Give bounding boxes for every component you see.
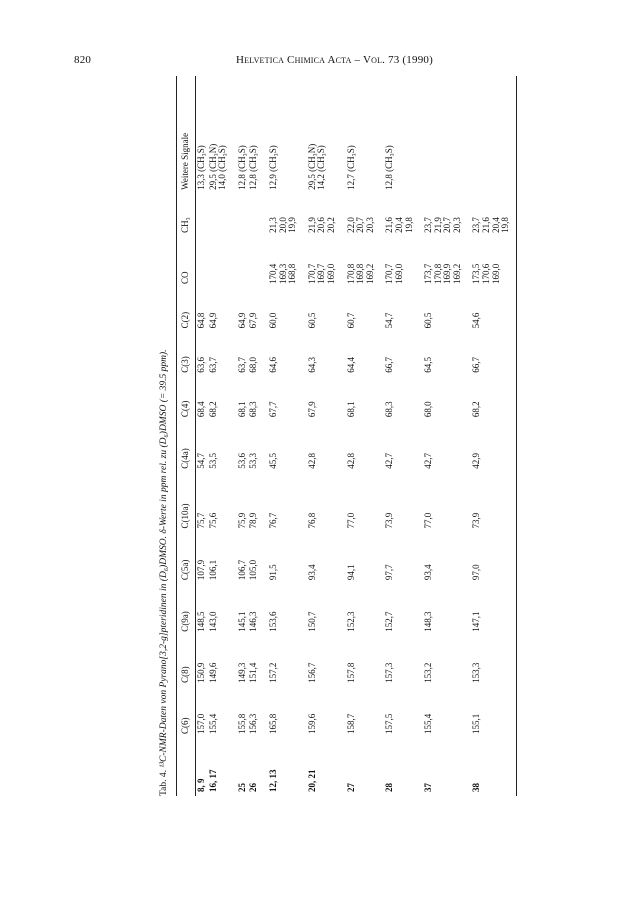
shift-value-c5a: 91,5 (267, 564, 278, 581)
shift-value-c6: 158,7 (345, 713, 356, 734)
shift-value-c6: 157,0 (196, 713, 206, 734)
compound-number: 8, 9 (196, 778, 206, 792)
shift-list-co (208, 237, 229, 288)
compound-number: 38 (471, 783, 482, 792)
shift-list-value: 169,2 (364, 263, 375, 285)
shift-list-value: 20,3 (364, 217, 375, 233)
shift-list-value: 23,7 (471, 217, 482, 233)
shift-list-co (260, 237, 299, 288)
shift-value-c10a: 75,6 (207, 512, 218, 529)
column-header: C(4) (177, 377, 196, 421)
compound-number: 25 (236, 783, 247, 792)
shift-value-c2: 54,7 (384, 312, 395, 329)
shift-value-c6: 155,4 (207, 713, 218, 734)
shift-value-c8: 153,3 (471, 662, 482, 683)
table-row (415, 76, 463, 796)
shift-list-ch3 (463, 194, 511, 237)
shift-value-c9a: 143,0 (207, 611, 218, 632)
shift-value-c3: 64,4 (345, 356, 356, 373)
column-header: C(9a) (177, 584, 196, 636)
shift-value-c3: 68,0 (248, 356, 259, 373)
shift-list-other (299, 76, 338, 194)
shift-list-co (463, 237, 511, 288)
shift-value-c9a: 147,1 (471, 611, 482, 632)
compound-number: 16, 17 (207, 769, 218, 792)
column-header: C(6) (177, 687, 196, 738)
compound-number: 26 (248, 783, 259, 792)
shift-value-c10a: 77,0 (345, 512, 356, 529)
shift-value-c10a: 73,9 (384, 512, 395, 529)
table-bottom-rule (516, 76, 517, 796)
table-row (248, 76, 260, 796)
column-header: C(3) (177, 332, 196, 376)
column-header (177, 738, 196, 796)
shift-list-value: 20,2 (325, 217, 336, 233)
table-row (208, 76, 229, 796)
shift-list-value: 20,4 (490, 217, 501, 233)
shift-list-other (248, 76, 260, 194)
column-header: C(10a) (177, 473, 196, 533)
table-body (196, 76, 512, 796)
shift-value-c6: 155,1 (471, 713, 482, 734)
nmr-table-rotated (158, 76, 574, 796)
shift-list-value: 12,8 (CH₃S) (384, 145, 395, 190)
compound-number: 12, 13 (267, 769, 278, 792)
shift-value-c8: 157,8 (345, 662, 356, 683)
shift-value-c3: 63,7 (236, 356, 247, 373)
shift-value-c3: 63,7 (207, 356, 218, 373)
shift-list-value: 29,5 (CH₃N) (306, 143, 317, 190)
column-header: CH₃ (177, 194, 196, 237)
shift-value-c4: 68,3 (248, 401, 259, 418)
shift-value-c2: 54,6 (471, 312, 482, 329)
shift-value-c3: 66,7 (471, 356, 482, 373)
shift-list-value: 169,8 (355, 263, 366, 285)
shift-list-value: 20,7 (355, 217, 366, 233)
shift-value-c5a: 106,7 (236, 559, 247, 581)
shift-list-other (208, 76, 229, 194)
shift-list-ch3 (248, 194, 260, 237)
shift-list-ch3 (208, 194, 229, 237)
table-caption-lead: Tab. 4. (159, 770, 169, 796)
shift-list-value: 170,8 (432, 263, 443, 285)
shift-value-c4: 67,9 (306, 401, 317, 418)
shift-list-other (196, 76, 208, 194)
shift-value-c4: 68,4 (196, 401, 206, 418)
running-header: Helvetica Chimica Acta – Vol. 73 (1990) (236, 54, 433, 66)
shift-list-value: 21,6 (384, 217, 395, 233)
shift-list-value: 12,8 (CH₃S) (248, 145, 259, 190)
column-header: C(2) (177, 288, 196, 332)
shift-value-c6: 165,8 (267, 713, 278, 734)
shift-value-c3: 64,6 (267, 356, 278, 373)
shift-list-value: 21,9 (432, 217, 443, 233)
shift-list-value: 169,3 (277, 263, 288, 285)
shift-value-c8: 149,6 (207, 662, 218, 683)
shift-list-value: 12,9 (CH₃S) (267, 145, 278, 190)
shift-value-c4: 67,7 (267, 401, 278, 418)
shift-list-value: 20,7 (442, 217, 453, 233)
shift-value-c10a: 75,7 (196, 512, 206, 529)
shift-list-value: 21,6 (481, 217, 492, 233)
shift-value-c2: 60,0 (267, 312, 278, 329)
shift-list-other (415, 76, 463, 194)
shift-value-c9a: 145,1 (236, 611, 247, 632)
shift-list-ch3 (376, 194, 415, 237)
table-row (260, 76, 299, 796)
shift-value-c4a: 54,7 (196, 452, 206, 469)
table-row (196, 76, 208, 796)
shift-value-c5a: 107,9 (196, 559, 206, 581)
shift-list-value: 170,7 (306, 263, 317, 285)
shift-list-value: 20,4 (393, 217, 404, 233)
shift-list-co (376, 237, 415, 288)
shift-value-c5a: 97,7 (384, 564, 395, 581)
shift-list-co (196, 237, 208, 288)
shift-value-c4: 68,1 (236, 401, 247, 418)
shift-value-c3: 64,3 (306, 356, 317, 373)
shift-value-c4a: 53,6 (236, 452, 247, 469)
table-row (376, 76, 415, 796)
shift-list-co (338, 237, 377, 288)
shift-list-value: 29,5 (CH₃N) (207, 143, 218, 190)
shift-list-co (248, 237, 260, 288)
shift-list-value: 168,8 (287, 263, 298, 285)
shift-value-c5a: 93,4 (423, 564, 434, 581)
shift-list-value: 169,9 (442, 263, 453, 285)
shift-list-ch3 (338, 194, 377, 237)
column-header: C(4a) (177, 421, 196, 473)
shift-list-value: 19,9 (287, 217, 298, 233)
shift-value-c3: 64,5 (423, 356, 434, 373)
nmr-data-table (176, 76, 512, 796)
shift-value-c6: 159,6 (306, 713, 317, 734)
shift-list-value: 173,5 (471, 263, 482, 285)
shift-value-c4a: 42,7 (423, 452, 434, 469)
shift-list-other (463, 76, 511, 194)
shift-list-ch3 (260, 194, 299, 237)
shift-list-value: 170,7 (384, 263, 395, 285)
shift-value-c3: 66,7 (384, 356, 395, 373)
shift-value-c2: 60,5 (306, 312, 317, 329)
shift-value-c9a: 146,3 (248, 611, 259, 632)
shift-value-c6: 155,4 (423, 713, 434, 734)
shift-value-c4: 68,1 (345, 401, 356, 418)
shift-value-c9a: 148,3 (423, 611, 434, 632)
shift-value-c4a: 53,5 (207, 452, 218, 469)
shift-value-c2: 64,9 (236, 312, 247, 329)
shift-list-co (415, 237, 463, 288)
shift-value-c10a: 78,9 (248, 512, 259, 529)
column-header: C(8) (177, 636, 196, 687)
shift-list-value: 169,0 (393, 263, 404, 285)
shift-value-c9a: 152,3 (345, 611, 356, 632)
shift-list-value: 20,6 (316, 217, 327, 233)
shift-list-other (229, 76, 249, 194)
shift-list-value: 19,8 (500, 217, 511, 233)
shift-list-value: 14,2 (CH₃S) (316, 145, 327, 190)
shift-list-value: 169,0 (325, 263, 336, 285)
compound-number: 37 (423, 783, 434, 792)
shift-value-c5a: 93,4 (306, 564, 317, 581)
shift-list-value: 14,0 (CH₃S) (217, 145, 228, 190)
shift-list-other (376, 76, 415, 194)
shift-value-c4a: 45,5 (267, 452, 278, 469)
shift-value-c8: 157,2 (267, 662, 278, 683)
shift-list-other (338, 76, 377, 194)
shift-value-c4a: 42,7 (384, 452, 395, 469)
shift-value-c9a: 152,7 (384, 611, 395, 632)
compound-number: 28 (384, 783, 395, 792)
shift-list-value: 21,3 (267, 217, 278, 233)
shift-value-c4a: 53,3 (248, 452, 259, 469)
table-row (299, 76, 338, 796)
page-number: 820 (74, 54, 92, 66)
shift-value-c8: 150,9 (196, 662, 206, 683)
table-header-row (177, 76, 196, 796)
shift-value-c2: 67,9 (248, 312, 259, 329)
table-caption (158, 76, 170, 796)
shift-value-c10a: 73,9 (471, 512, 482, 529)
table-row (338, 76, 377, 796)
table-row (463, 76, 511, 796)
shift-list-value: 22,0 (345, 217, 356, 233)
shift-list-value: 169,7 (316, 263, 327, 285)
shift-value-c6: 155,8 (236, 713, 247, 734)
shift-list-ch3 (415, 194, 463, 237)
shift-value-c3: 63,6 (196, 356, 206, 373)
shift-list-value: 12,7 (CH₃S) (345, 145, 356, 190)
shift-value-c5a: 106,1 (207, 559, 218, 581)
shift-list-value: 20,3 (451, 217, 462, 233)
shift-list-co (229, 237, 249, 288)
shift-value-c10a: 76,7 (267, 512, 278, 529)
compound-number: 27 (345, 783, 356, 792)
compound-number: 20, 21 (306, 769, 317, 792)
shift-list-value: 21,9 (306, 217, 317, 233)
shift-value-c10a: 76,8 (306, 512, 317, 529)
shift-value-c10a: 77,0 (423, 512, 434, 529)
shift-value-c4: 68,3 (384, 401, 395, 418)
shift-list-value: 170,6 (481, 263, 492, 285)
shift-list-ch3 (196, 194, 208, 237)
shift-list-ch3 (229, 194, 249, 237)
shift-value-c9a: 150,7 (306, 611, 317, 632)
table-row (229, 76, 249, 796)
shift-list-value: 20,0 (277, 217, 288, 233)
shift-value-c5a: 105,0 (248, 559, 259, 581)
shift-list-value: 170,4 (267, 263, 278, 285)
shift-value-c2: 60,7 (345, 312, 356, 329)
shift-list-value: 169,2 (451, 263, 462, 285)
shift-value-c4a: 42,8 (306, 452, 317, 469)
shift-value-c5a: 94,1 (345, 564, 356, 581)
shift-list-co (299, 237, 338, 288)
shift-value-c8: 157,3 (384, 662, 395, 683)
shift-list-value: 23,7 (423, 217, 434, 233)
shift-value-c4a: 42,8 (345, 452, 356, 469)
shift-value-c5a: 97,0 (471, 564, 482, 581)
shift-value-c8: 151,4 (248, 662, 259, 683)
shift-value-c8: 156,7 (306, 662, 317, 683)
shift-value-c4a: 42,9 (471, 452, 482, 469)
shift-value-c4: 68,0 (423, 401, 434, 418)
shift-value-c4: 68,2 (207, 401, 218, 418)
shift-list-value: 170,8 (345, 263, 356, 285)
shift-value-c2: 60,5 (423, 312, 434, 329)
shift-value-c2: 64,8 (196, 312, 206, 329)
shift-value-c9a: 153,6 (267, 611, 278, 632)
table-caption-text: ¹³C-NMR-Daten von Pyrano[3,2-g]pteridinen in (D₆)DMSO. δ-Werte in ppm rel. zu (D₆)DMSO (= 39.5 ppm). (159, 349, 169, 771)
shift-list-value: 19,8 (403, 217, 414, 233)
column-header: Weitere Signale (177, 76, 196, 194)
shift-list-value: 12,8 (CH₃S) (236, 145, 247, 190)
shift-value-c4: 68,2 (471, 401, 482, 418)
column-header: CO (177, 237, 196, 288)
shift-value-c6: 157,5 (384, 713, 395, 734)
shift-list-ch3 (299, 194, 338, 237)
shift-value-c10a: 75,9 (236, 512, 247, 529)
shift-list-other (260, 76, 299, 194)
shift-value-c8: 149,3 (236, 662, 247, 683)
shift-list-value: 13,3 (CH₃S) (196, 145, 206, 190)
shift-value-c2: 64,9 (207, 312, 218, 329)
shift-value-c8: 153,2 (423, 662, 434, 683)
shift-value-c6: 156,3 (248, 713, 259, 734)
shift-value-c9a: 148,5 (196, 611, 206, 632)
shift-list-value: 173,7 (423, 263, 434, 285)
column-header: C(5a) (177, 532, 196, 584)
shift-list-value: 169,0 (490, 263, 501, 285)
